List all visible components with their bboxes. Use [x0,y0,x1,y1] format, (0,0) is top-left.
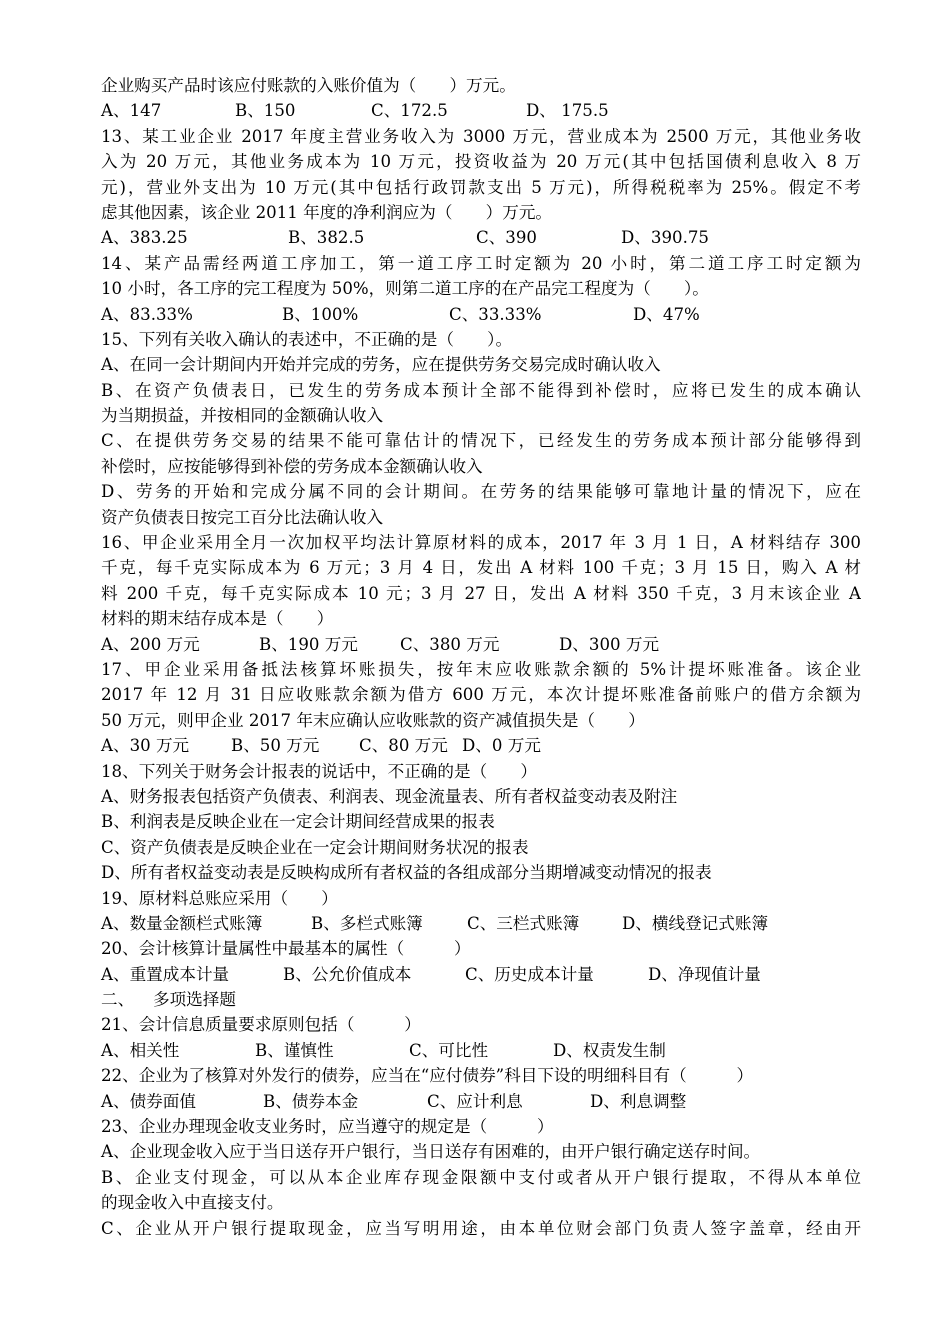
option-d: D、47% [633,304,700,324]
q15-option-d: 资产负债表日按完工百分比法确认收入 [101,507,384,527]
q15-option-c: 补偿时，应按能够得到补偿的劳务成本金额确认收入 [101,456,483,476]
option-a: A、83.33% [101,304,193,324]
q13-text: 虑其他因素，该企业 2011 年度的净利润应为（ ）万元。 [101,202,553,222]
option-c: C、380 万元 [400,634,500,654]
option-b: B、100% [282,304,359,324]
q14-text: 14、某产品需经两道工序加工，第一道工序工时定额为 20 小时，第二道工序工时定额为 [101,253,861,273]
section-title: 多项选择题 [153,990,236,1010]
option-a: A、383.25 [101,228,188,248]
text-line: 企业购买产品时该应付账款的入账价值为（ ）万元。 [101,76,516,95]
option-b: B、多栏式账簿 [311,913,423,933]
q23-option-a: A、企业现金收入应于当日送存开户银行，当日送存有困难的，由开户银行确定送存时间。 [101,1142,761,1162]
option-a: A、数量金额栏式账簿 [101,913,263,933]
option-c: C、三栏式账簿 [467,913,580,933]
q17-text: 50 万元，则甲企业 2017 年末应确认应收账款的资产减值损失是（ ） [101,710,645,730]
q16-text: 料 200 千克，每千克实际成本 10 元；3 月 27 日，发出 A 材料 350 千克，3 月末该企业 A [101,583,861,603]
option-b: B、公允价值成本 [283,964,412,984]
option-d: D、300 万元 [559,634,660,654]
option-b: B、150 [235,101,296,121]
option-d: D、权责发生制 [553,1040,666,1060]
option-a: A、债券面值 [101,1091,196,1111]
q23-option-b: B、企业支付现金，可以从本企业库存现金限额中支付或者从开户银行提取，不得从本单位 [101,1167,861,1187]
q15-option-a: A、在同一会计期间内开始并完成的劳务，应在提供劳务交易完成时确认收入 [101,355,661,375]
q16-options [101,632,861,657]
q17-text: 17、甲企业采用备抵法核算坏账损失，按年末应收账款余额的 5%计提坏账准备。该企业 [101,659,861,679]
option-a: A、147 [101,101,162,121]
option-c: C、应计利息 [427,1091,523,1111]
option-c: C、历史成本计量 [465,964,594,984]
option-d: D、 175.5 [526,101,609,121]
q13-text: 元)，营业外支出为 10 万元(其中包括行政罚款支出 5 万元)，所得税税率为 25%。假定不考 [101,177,861,197]
option-c: C、390 [476,228,537,248]
option-c: C、80 万元 [359,736,448,756]
q16-text: 16、甲企业采用全月一次加权平均法计算原材料的成本，2017 年 3 月 1 日，A 材料结存 300 [101,533,861,553]
q14-text: 10 小时，各工序的完工程度为 50%，则第二道工序的在产品完工程度为（ ）。 [101,279,709,299]
q23-option-c: C、企业从开户银行提取现金，应当写明用途，由本单位财会部门负责人签字盖章，经由开 [101,1218,861,1238]
q16-text: 千克，每千克实际成本为 6 万元；3 月 4 日，发出 A 材料 100 千克；3 月 15 日，购入 A 材 [101,558,861,578]
option-d: D、390.75 [621,228,709,248]
section-number: 二、 [101,990,135,1010]
option-a: A、30 万元 [101,736,190,756]
q15-option-b: 为当期损益，并按相同的金额确认收入 [101,406,384,426]
q22-text: 22、企业为了核算对外发行的债券，应当在“应付债券”科目下设的明细科目有（ ） [101,1066,754,1086]
option-b: B、382.5 [288,228,365,248]
q18-option-d: D、所有者权益变动表是反映构成所有者权益的各组成部分当期增减变动情况的报表 [101,863,712,883]
section-heading [101,987,861,1012]
q18-text: 18、下列关于财务会计报表的说话中，不正确的是（ ） [101,761,537,781]
option-d: D、横线登记式账簿 [622,913,769,933]
option-a: A、重置成本计量 [101,964,230,984]
q18-option-c: C、资产负债表是反映企业在一定会计期间财务状况的报表 [101,837,529,857]
q20-options [101,962,861,987]
q12-options [101,98,861,123]
option-c: C、33.33% [449,304,542,324]
option-b: B、190 万元 [259,634,358,654]
document-page [101,73,861,1241]
q20-text: 20、会计核算计量属性中最基本的属性（ ） [101,939,471,959]
q21-text: 21、会计信息质量要求原则包括（ ） [101,1015,421,1035]
option-a: A、相关性 [101,1040,180,1060]
option-d: D、0 万元 [462,736,541,756]
q17-text: 2017 年 12 月 31 日应收账款余额为借方 600 万元，本次计提坏账准备前账户的借方余额为 [101,685,861,705]
option-c: C、可比性 [409,1040,489,1060]
q15-option-b: B、在资产负债表日，已发生的劳务成本预计全部不能得到补偿时，应将已发生的成本确认 [101,380,861,400]
option-b: B、50 万元 [231,736,320,756]
q18-option-a: A、财务报表包括资产负债表、利润表、现金流量表、所有者权益变动表及附注 [101,786,678,806]
q15-option-c: C、在提供劳务交易的结果不能可靠估计的情况下，已经发生的劳务成本预计部分能够得到 [101,431,861,451]
option-b: B、谨慎性 [255,1040,334,1060]
q13-options [101,225,861,250]
q14-options [101,302,861,327]
option-a: A、200 万元 [101,634,200,654]
q19-text: 19、原材料总账应采用（ ） [101,888,338,908]
q16-text: 材料的期末结存成本是（ ） [101,609,334,629]
option-c: C、172.5 [371,101,448,121]
q21-options [101,1038,861,1063]
q23-text: 23、企业办理现金收支业务时，应当遵守的规定是（ ） [101,1117,554,1137]
q18-option-b: B、利润表是反映企业在一定会计期间经营成果的报表 [101,812,495,832]
q15-text: 15、下列有关收入确认的表述中，不正确的是（ ）。 [101,329,513,349]
q13-text: 入为 20 万元，其他业务成本为 10 万元，投资收益为 20 万元(其中包括国债利息收入 8 万 [101,152,861,172]
q23-option-b: 的现金收入中直接支付。 [101,1193,284,1213]
q15-option-d: D、劳务的开始和完成分属不同的会计期间。在劳务的结果能够可靠地计量的情况下，应在 [101,482,861,502]
q19-options [101,911,861,936]
q22-options [101,1089,861,1114]
option-d: D、净现值计量 [648,964,761,984]
q17-options [101,733,861,758]
option-d: D、利息调整 [590,1091,687,1111]
option-b: B、债券本金 [263,1091,359,1111]
q13-text: 13、某工业企业 2017 年度主营业务收入为 3000 万元，营业成本为 2500 万元，其他业务收 [101,126,861,146]
